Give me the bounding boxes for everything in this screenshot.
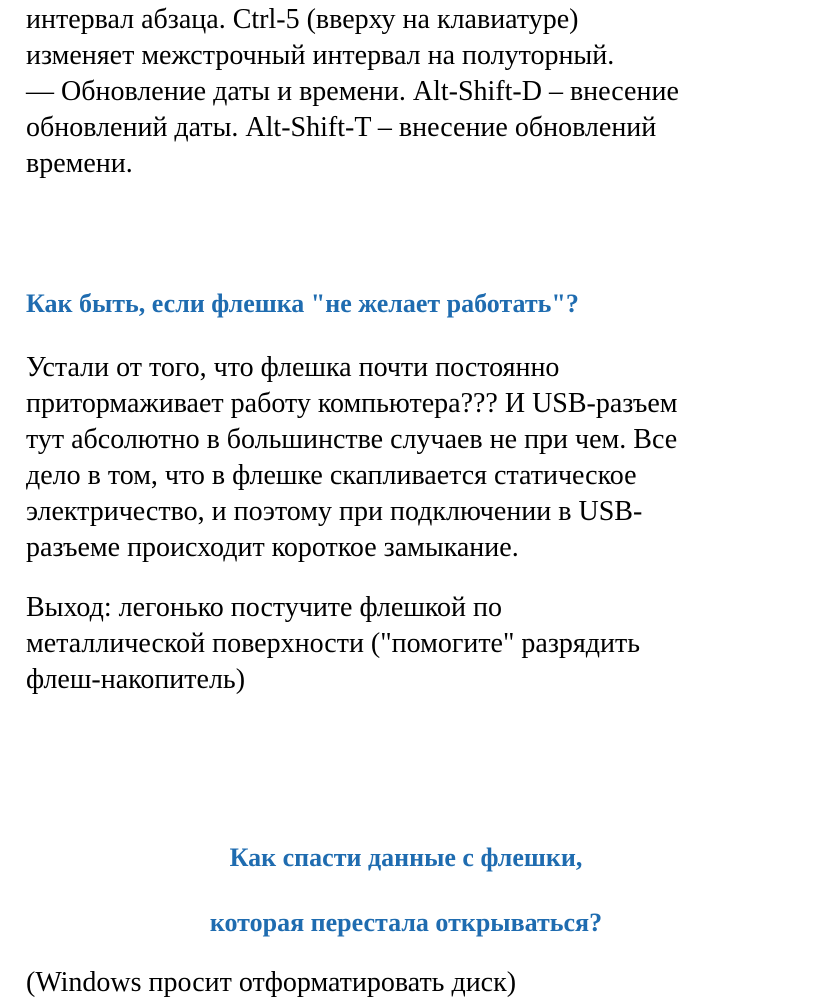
text-line: Устали от того, что флешка почти постоянно — [26, 352, 560, 383]
section-heading-rescue-data-line2: которая перестала открываться? — [209, 908, 603, 937]
section2-subtitle — [26, 965, 516, 1001]
text-line: — Обновление даты и времени. Alt-Shift-D – внесение — [26, 76, 679, 107]
text-line: интервал абзаца. Ctrl-5 (вверху на клавиатуре) — [26, 4, 579, 35]
section-heading-flash-not-working: Как быть, если флешка "не желает работать"? — [26, 289, 579, 318]
text-line: электричество, и поэтому при подключении в USB- — [26, 496, 643, 527]
section1-paragraph-2 — [26, 590, 640, 698]
text-line: дело в том, что в флешке скапливается статическое — [26, 460, 637, 491]
text-line: Выход: легонько постучите флешкой по — [26, 592, 503, 623]
text-line: обновлений даты. Alt-Shift-T – внесение обновлений — [26, 112, 657, 143]
text-line: тут абсолютно в большинстве случаев не при чем. Все — [26, 424, 678, 455]
text-line: флеш-накопитель) — [26, 664, 246, 695]
section-heading-rescue-data-line1: Как спасти данные с флешки, — [229, 843, 583, 872]
text-line: времени. — [26, 148, 133, 179]
text-line: металлической поверхности ("помогите" разрядить — [26, 628, 641, 659]
section1-paragraph-1 — [26, 350, 678, 566]
text-line: разъеме происходит короткое замыкание. — [26, 532, 519, 563]
text-line: (Windows просит отформатировать диск) — [26, 967, 517, 998]
text-line: притормаживает работу компьютера??? И USB-разъем — [26, 388, 678, 419]
intro-paragraph — [26, 2, 679, 182]
text-line: изменяет межстрочный интервал на полуторный. — [26, 40, 615, 71]
